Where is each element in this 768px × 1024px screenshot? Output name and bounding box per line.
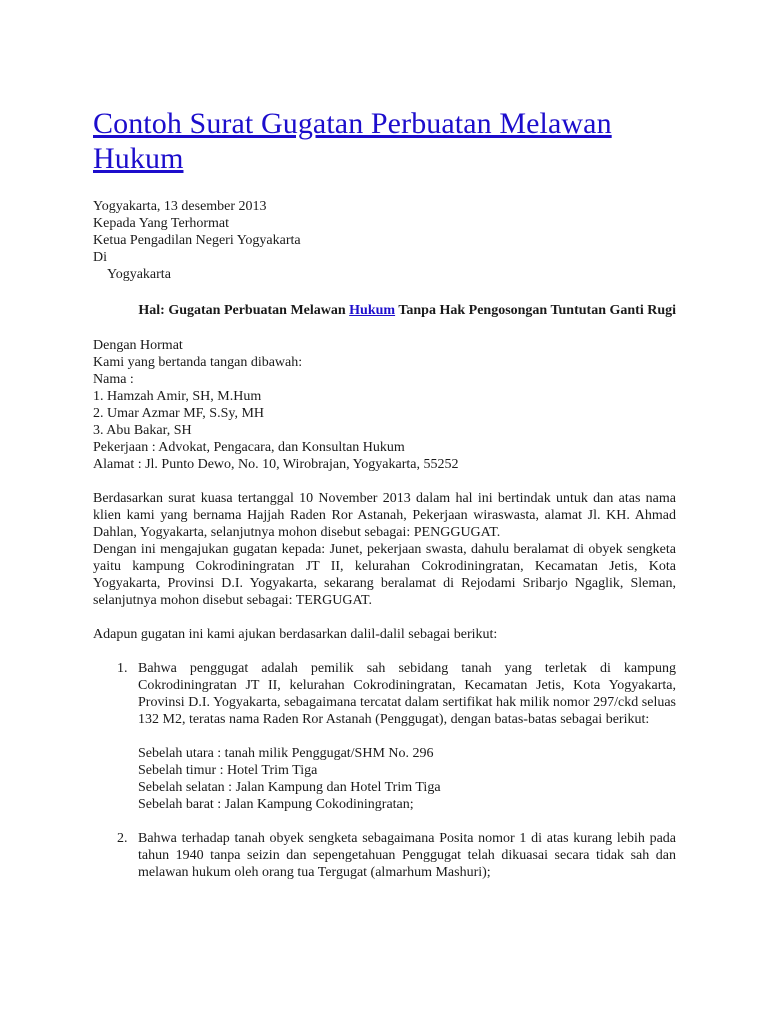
header-date: Yogyakarta, 13 desember 2013 <box>93 199 267 214</box>
paragraph-defendant: Dengan ini mengajukan gugatan kepada: Junet, pekerjaan swasta, dahulu beralamat di obyek sengketa yaitu kampung Cokrodiningratan JT II, kelurahan Cokrodiningratan, Kecamatan Jetis, Kota Yogyakarta, Provinsi D.I. Yogyakarta, sekarang beralamat di Rejodami Sribarjo Ngaglik, Sleman, selanjutnya mohon disebut sebagai: TERGUGAT. <box>93 542 676 608</box>
header-recipient: Ketua Pengadilan Negeri Yogyakarta <box>93 233 301 248</box>
claims-list <box>93 660 676 881</box>
subject-prefix: Hal: Gugatan Perbuatan Melawan <box>138 303 350 318</box>
header-salutation: Kepada Yang Terhormat <box>93 216 230 231</box>
list-item-number: 1. <box>117 661 128 676</box>
boundary-north: Sebelah utara : tanah milik Penggugat/SHM No. 296 <box>138 746 434 761</box>
signatory-2: 2. Umar Azmar MF, S.Sy, MH <box>93 406 265 421</box>
spacer <box>93 609 676 626</box>
letter-header <box>93 198 676 283</box>
boundary-west: Sebelah barat : Jalan Kampung Cokodiningratan; <box>138 797 414 812</box>
opening-name-label: Nama : <box>93 372 134 387</box>
list-item-text: Bahwa terhadap tanah obyek sengketa sebagaimana Posita nomor 1 di atas kurang lebih pada tahun 1940 tanpa seizin dan sepengetahuan Penggugat telah dikuasai secara tidak sah dan melawan hukum oleh orang tua Tergugat (almarhum Mashuri); <box>138 831 676 880</box>
opening-section <box>93 337 676 473</box>
subject-suffix: Tanpa Hak Pengosongan Tuntutan Ganti Rugi <box>395 303 676 318</box>
address-line: Alamat : Jl. Punto Dewo, No. 10, Wirobrajan, Yogyakarta, 55252 <box>93 457 459 472</box>
subject-hukum-link[interactable]: Hukum <box>349 303 396 318</box>
list-item <box>117 660 676 813</box>
header-di: Di <box>93 250 107 265</box>
spacer <box>93 473 676 490</box>
header-city: Yogyakarta <box>107 267 171 282</box>
list-intro: Adapun gugatan ini kami ajukan berdasarkan dalil-dalil sebagai berikut: <box>93 627 498 642</box>
occupation-line: Pekerjaan : Advokat, Pengacara, dan Konsultan Hukum <box>93 440 405 455</box>
list-item-number: 2. <box>117 831 128 846</box>
title-link[interactable]: Contoh Surat Gugatan Perbuatan Melawan Hukum <box>93 107 612 175</box>
boundary-east: Sebelah timur : Hotel Trim Tiga <box>138 763 318 778</box>
signatory-3: 3. Abu Bakar, SH <box>93 423 192 438</box>
paragraph-plaintiff: Berdasarkan surat kuasa tertanggal 10 November 2013 dalam hal ini bertindak untuk dan atas nama klien kami yang bernama Hajjah Raden Ror Astanah, Pekerjaan wiraswasta, alamat Jl. KH. Ahmad Dahlan, Yogyakarta, selanjutnya mohon disebut sebagai: PENGGUGAT. <box>93 491 676 540</box>
opening-greeting: Dengan Hormat <box>93 338 183 353</box>
letter-subject <box>93 302 676 319</box>
signatory-1: 1. Hamzah Amir, SH, M.Hum <box>93 389 262 404</box>
page-title <box>93 106 676 176</box>
boundary-south: Sebelah selatan : Jalan Kampung dan Hotel Trim Tiga <box>138 780 441 795</box>
list-item-text: Bahwa penggugat adalah pemilik sah sebidang tanah yang terletak di kampung Cokrodiningratan JT II, kelurahan Cokrodiningratan, Kecamatan Jetis, Kota Yogyakarta, Provinsi D.I. Yogyakarta, sebagaimana tercatat dalam sertifikat hak milik nomor 297/ckd seluas 132 M2, teratas nama Raden Ror Astanah (Penggugat), dengan batas-batas sebagai berikut: <box>138 661 676 727</box>
list-item <box>117 830 676 881</box>
boundary-list <box>138 745 676 813</box>
opening-signatories-intro: Kami yang bertanda tangan dibawah: <box>93 355 303 370</box>
